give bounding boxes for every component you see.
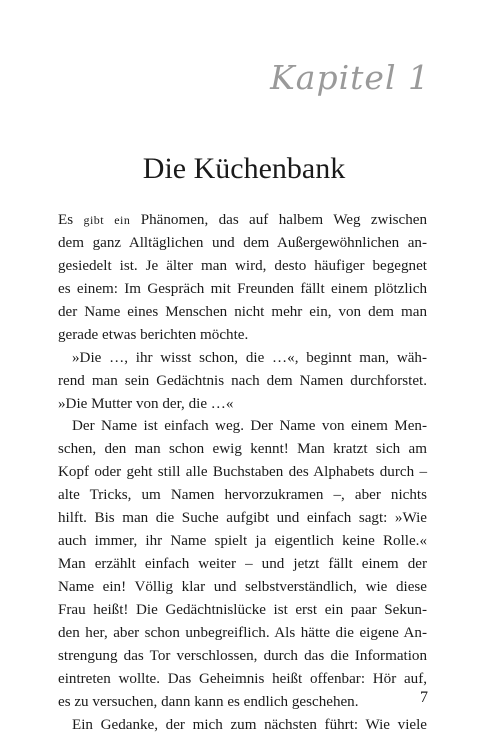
text-line: Frau heißt! Die Gedächtnislücke ist erst ein paar Sekun- [58,601,427,618]
text-line: schen, den man schon ewig kennt! Man kratzt sich am [58,441,427,458]
text-line: hilft. Bis man die Suche aufgibt und einfach sagt: »Wie [58,510,427,527]
text-line-content: Phänomen, das auf halbem Weg zwischen [130,212,428,228]
body-text [58,209,427,737]
text-line [58,209,427,232]
text-line: dem ganz Alltäglichen und dem Außergewöhnlichen an- [58,234,427,251]
text-line: Man erzählt einfach weiter – und jetzt fällt einem der [58,556,427,573]
text-line: rend man sein Gedächtnis nach dem Namen durchforstet. [58,372,427,389]
text-line: Kopf oder geht still alle Buchstaben des Alphabets durch – [58,464,427,481]
text-line: den her, aber schon unbegreiflich. Als hätte die eigene An- [58,624,427,641]
lead-small-caps: gibt ein [83,213,131,227]
text-line: strengung das Tor verschlossen, durch das die Information [58,647,427,664]
text-line: es zu versuchen, dann kann es endlich geschehen. [58,693,359,710]
chapter-label: Kapitel 1 [270,58,430,97]
text-line: gerade etwas berichten möchte. [58,326,249,343]
text-line: »Die Mutter von der, die …« [58,395,234,412]
text-line: der Name eines Menschen nicht mehr ein, von dem man [58,303,427,320]
text-line: gesiedelt ist. Je älter man wird, desto häufiger begegnet [58,257,427,274]
text-line: es einem: Im Gespräch mit Freunden fällt einem plötzlich [58,280,427,297]
text-line: Ein Gedanke, der mich zum nächsten führt: Wie viele [72,716,427,733]
text-line: alte Tricks, um Namen hervorzukramen –, aber nichts [58,487,427,504]
chapter-title: Die Küchenbank [142,152,346,185]
text-line: Name ein! Völlig klar und selbstverständlich, wie diese [58,579,427,595]
lead-word: Es [58,212,74,228]
text-line: »Die …, ihr wisst schon, die …«, beginnt man, wäh- [72,349,427,366]
page-number: 7 [420,689,428,706]
text-line: Der Name ist einfach weg. Der Name von einem Men- [72,418,427,435]
text-line: auch immer, ihr Name spielt ja eigentlich keine Rolle.« [58,533,427,550]
text-line: eintreten wollte. Das Geheimnis heißt offenbar: Hör auf, [58,670,427,687]
